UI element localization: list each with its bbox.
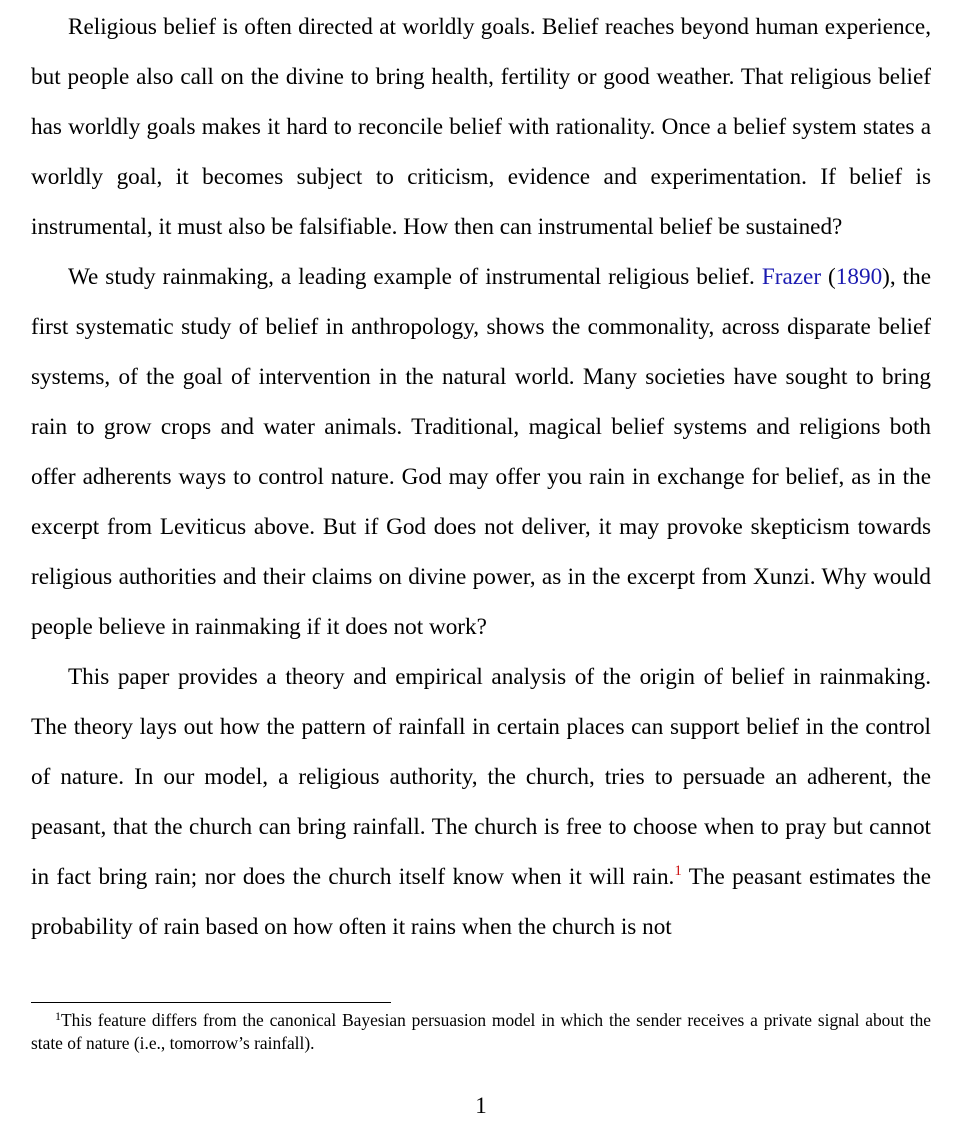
paragraph-2-text-before: We study rainmaking, a leading example of instrumental religious belief. [68,264,755,290]
paragraph-2-text-after: the first systematic study of belief in anthropology, shows the commonality, across disparate belief systems, of the goal of intervention in the natural world. Many societies have sought to bring rain to grow crops and water animals. Traditional, magical belief systems and religions both offer adherents ways to control nature. God may offer you rain in exchange for belief, as in the excerpt from Leviticus above. But if God does not deliver, it may provoke skepticism towards religious authorities and their claims on divine power, as in the excerpt from Xunzi. Why would people believe in rainmaking if it does not work? [31,264,931,640]
body-text [31,2,931,952]
citation-close-paren: ), [882,264,896,290]
paragraph-1-text: Religious belief is often directed at worldly goals. Belief reaches beyond human experience, but people also call on the divine to bring health, fertility or good weather. That religious belief has worldly goals makes it hard to reconcile belief with rationality. Once a belief system states a worldly goal, it becomes subject to criticism, evidence and experimentation. If belief is instrumental, it must also be falsifiable. How then can instrumental belief be sustained? [31,14,931,240]
footnote-divider [31,1002,391,1003]
paragraph-2 [31,252,931,652]
footnote-mark: 1 [55,1009,61,1023]
paragraph-3-text-after: The peasant estimates the probability of rain based on how often it rains when the church is not [31,864,931,940]
footnote [31,1009,931,1055]
paragraph-3-text-before: This paper provides a theory and empirical analysis of the origin of belief in rainmaking. The theory lays out how the pattern of rainfall in certain places can support belief in the control of nature. In our model, a religious authority, the church, tries to persuade an adherent, the peasant, that the church can bring rainfall. The church is free to choose when to pray but cannot in fact bring rain; nor does the church itself know when it will rain. [31,664,931,890]
page-number: 1 [475,1093,487,1118]
footnote-link[interactable]: 1 [674,863,682,879]
paragraph-3 [31,652,931,952]
citation-frazer-year[interactable]: 1890 [835,264,883,290]
footnote-text: This feature differs from the canonical Bayesian persuasion model in which the sender receives a private signal about the state of nature (i.e., tomorrow’s rainfall). [31,1010,931,1053]
paragraph-1 [31,2,931,252]
citation-open-paren: ( [821,264,836,290]
citation-frazer-author[interactable]: Frazer [761,264,822,290]
